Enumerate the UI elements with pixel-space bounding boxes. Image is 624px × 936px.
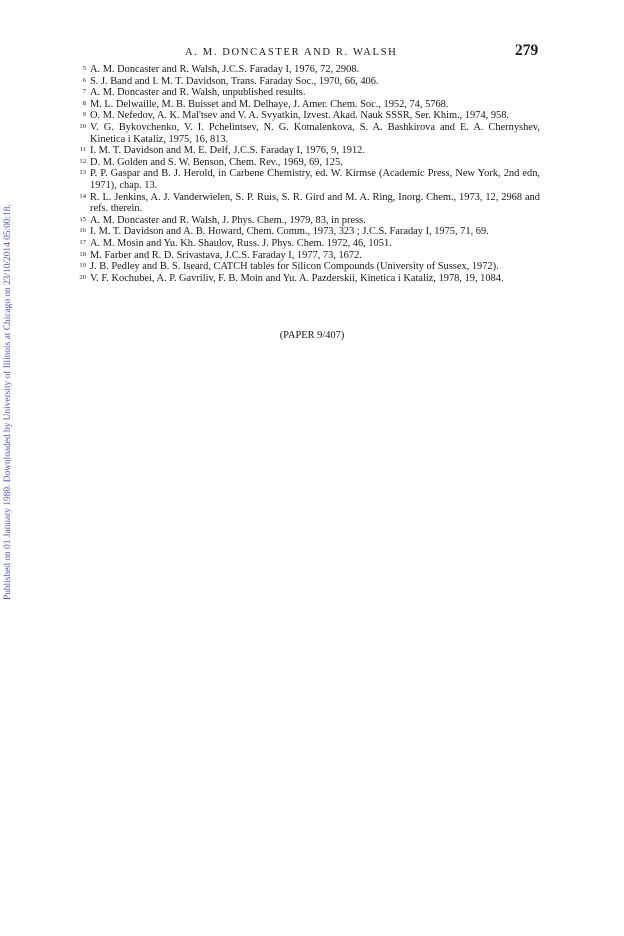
reference-number: 17 — [79, 238, 86, 246]
reference-number: 11 — [79, 146, 86, 154]
page-number: 279 — [515, 42, 539, 59]
running-head: A. M. DONCASTER AND R. WALSH — [185, 47, 398, 58]
reference-text: O. M. Nefedov, A. K. Mal'tsev and V. A. Svyatkin, Izvest. Akad. Nauk SSSR, Ser. Khim., 1974, 958. — [90, 110, 510, 122]
reference-text: M. Farber and R. D. Srivastava, J.C.S. Faraday I, 1977, 73, 1672. — [90, 249, 362, 261]
reference-list — [78, 64, 540, 284]
reference-text: R. L. Jenkins, A. J. Vanderwielen, S. P. Ruis, S. R. Gird and M. A. Ring, Inorg. Chem., 1973, 12, 2968 and refs. therein. — [90, 191, 540, 215]
reference-text: S. J. Band and I. M. T. Davidson, Trans. Faraday Soc., 1970, 66, 406. — [90, 75, 379, 87]
download-notice: Published on 01 January 1980. Downloaded by University of Illinois at Chicago on 23/10/2014 05:00:18. — [3, 204, 13, 600]
reference-text: D. M. Golden and S. W. Benson, Chem. Rev., 1969, 69, 125. — [90, 156, 343, 168]
reference-item — [78, 64, 540, 76]
reference-text: V. F. Kochubei, A. P. Gavriliv, F. B. Moin and Yu. A. Pazderskii, Kinetica i Kataliz, 1978, 19, 1084. — [90, 272, 504, 284]
reference-text: I. M. T. Davidson and M. E. Delf, J.C.S. Faraday I, 1976, 9, 1912. — [90, 145, 365, 157]
reference-text: A. M. Doncaster and R. Walsh, J.C.S. Faraday I, 1976, 72, 2908. — [90, 64, 360, 75]
reference-number: 6 — [82, 76, 86, 84]
reference-number: 9 — [82, 111, 86, 119]
reference-item — [78, 215, 540, 227]
reference-text: P. P. Gaspar and B. J. Herold, in Carbene Chemistry, ed. W. Kirmse (Academic Press, New York, 2nd edn, 1971), chap. 13. — [90, 168, 540, 191]
reference-number: 14 — [79, 192, 86, 200]
reference-text: J. B. Pedley and B. S. Iseard, CATCH tables for Silicon Compounds (University of Sussex, 1972). — [90, 261, 499, 273]
reference-item — [78, 238, 540, 250]
reference-item — [78, 145, 540, 157]
reference-item — [78, 76, 540, 88]
reference-number: 12 — [79, 157, 86, 165]
reference-number: 20 — [79, 273, 86, 281]
reference-item — [78, 261, 540, 273]
reference-number: 16 — [79, 227, 86, 235]
reference-item — [78, 250, 540, 262]
reference-text: M. L. Delwaille, M. B. Buisset and M. Delhaye, J. Amer. Chem. Soc., 1952, 74, 5768. — [90, 98, 449, 110]
reference-item — [78, 168, 540, 191]
reference-number: 19 — [79, 262, 86, 270]
reference-text: A. M. Mosin and Yu. Kh. Shaulov, Russ. J. Phys. Chem. 1972, 46, 1051. — [90, 237, 392, 249]
reference-text: I. M. T. Davidson and A. B. Howard, Chem. Comm., 1973, 323 ; J.C.S. Faraday I, 1975, 71, 69. — [90, 226, 489, 238]
reference-item — [78, 110, 540, 122]
reference-number: 13 — [79, 169, 86, 177]
reference-item — [78, 273, 540, 285]
reference-text: A. M. Doncaster and R. Walsh, unpublished results. — [90, 87, 306, 99]
reference-item — [78, 192, 540, 215]
reference-text: A. M. Doncaster and R. Walsh, J. Phys. Chem., 1979, 83, in press. — [90, 214, 366, 226]
reference-item — [78, 157, 540, 169]
reference-number: 7 — [82, 88, 86, 96]
reference-number: 18 — [79, 250, 86, 258]
reference-number: 5 — [82, 65, 86, 72]
reference-item — [78, 87, 540, 99]
reference-number: 10 — [79, 122, 86, 130]
reference-item — [78, 99, 540, 111]
paper-identifier: (PAPER 9/407) — [279, 330, 345, 341]
reference-number: 8 — [82, 99, 86, 107]
reference-item — [78, 122, 540, 145]
reference-number: 15 — [79, 215, 86, 223]
reference-item — [78, 226, 540, 238]
reference-text: V. G. Bykovchenko, V. I. Pchelintsev, N. G. Komalenkova, S. A. Bashkirova and E. A. Chernyshev, Kinetica i Kataliz, 1975, 16, 813. — [90, 121, 540, 145]
